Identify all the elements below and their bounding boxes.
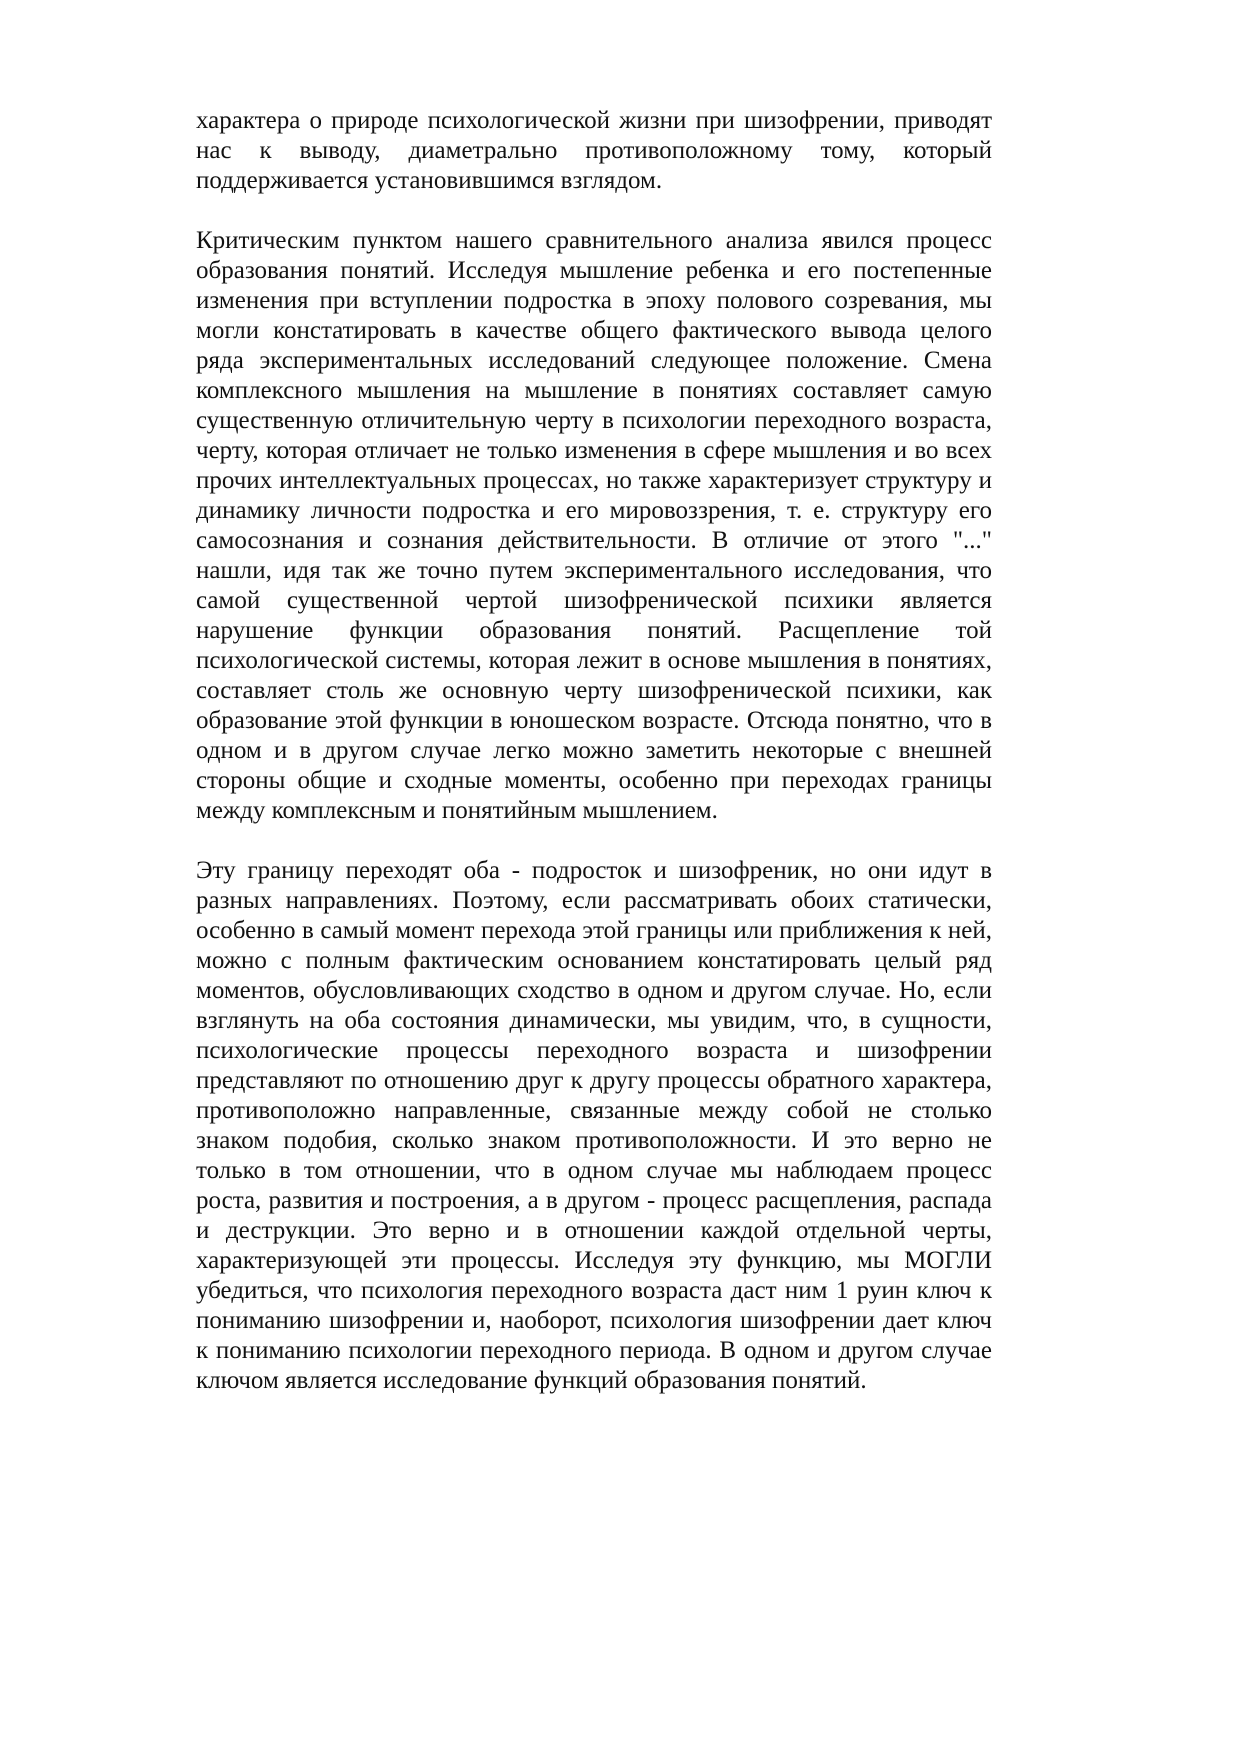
paragraph-3: Эту границу переходят оба - подросток и шизофреник, но они идут в разных направлениях. Поэтому, если рассматривать обоих статически, особенно в самый момент перехода этой границы или приближения к ней, можно с полным фактическим основанием констатировать целый ряд моментов, обусловливающих сходство в одном и другом случае. Но, если взглянуть на оба состояния динамически, мы увидим, что, в сущности, психологические процессы переходного возраста и шизофрении представляют по отношению друг к другу процессы обратного характера, противоположно направленные, связанные между собой не столько знаком подобия, сколько знаком противоположности. И это верно не только в том отношении, что в одном случае мы наблюдаем процесс роста, развития и построения, а в другом - процесс расщепления, распада и деструкции. Это верно и в отношении каждой отдельной черты, характеризующей эти процессы. Исследуя эту функцию, мы МОГЛИ убедиться, что психология переходного возраста даст ним 1 руин ключ к пониманию шизофрении и, наоборот, психология шизофрении дает ключ к пониманию психологии переходного периода. В одном и другом случае ключом является исследование функций образования понятий. [196,857,992,1394]
paragraph-1: характера о природе психологической жизни при шизофрении, приводят нас к выводу, диаметрально противоположному тому, который поддерживается установившимся взглядом. [196,107,992,194]
body-text [196,106,992,1396]
paragraph-2: Критическим пунктом нашего сравнительного анализа явился процесс образования понятий. Исследуя мышление ребенка и его постепенные изменения при вступлении подростка в эпоху полового созревания, мы могли констатировать в качестве общего фактического вывода целого ряда экспериментальных исследований следующее положение. Смена комплексного мышления на мышление в понятиях составляет самую существенную отличительную черту в психологии переходного возраста, черту, которая отличает не только изменения в сфере мышления и во всех прочих интеллектуальных процессах, но также характеризует структуру и динамику личности подростка и его мировоззрения, т. е. структуру его самосознания и сознания действительности. В отличие от этого "..." нашли, идя так же точно путем экспериментального исследования, что самой существенной чертой шизофренической психики является нарушение функции образования понятий. Расщепление той психологической системы, которая лежит в основе мышления в понятиях, составляет столь же основную черту шизофренической психики, как образование этой функции в юношеском возрасте. Отсюда понятно, что в одном и в другом случае легко можно заметить некоторые с внешней стороны общие и сходные моменты, особенно при переходах границы между комплексным и понятийным мышлением. [196,227,992,824]
